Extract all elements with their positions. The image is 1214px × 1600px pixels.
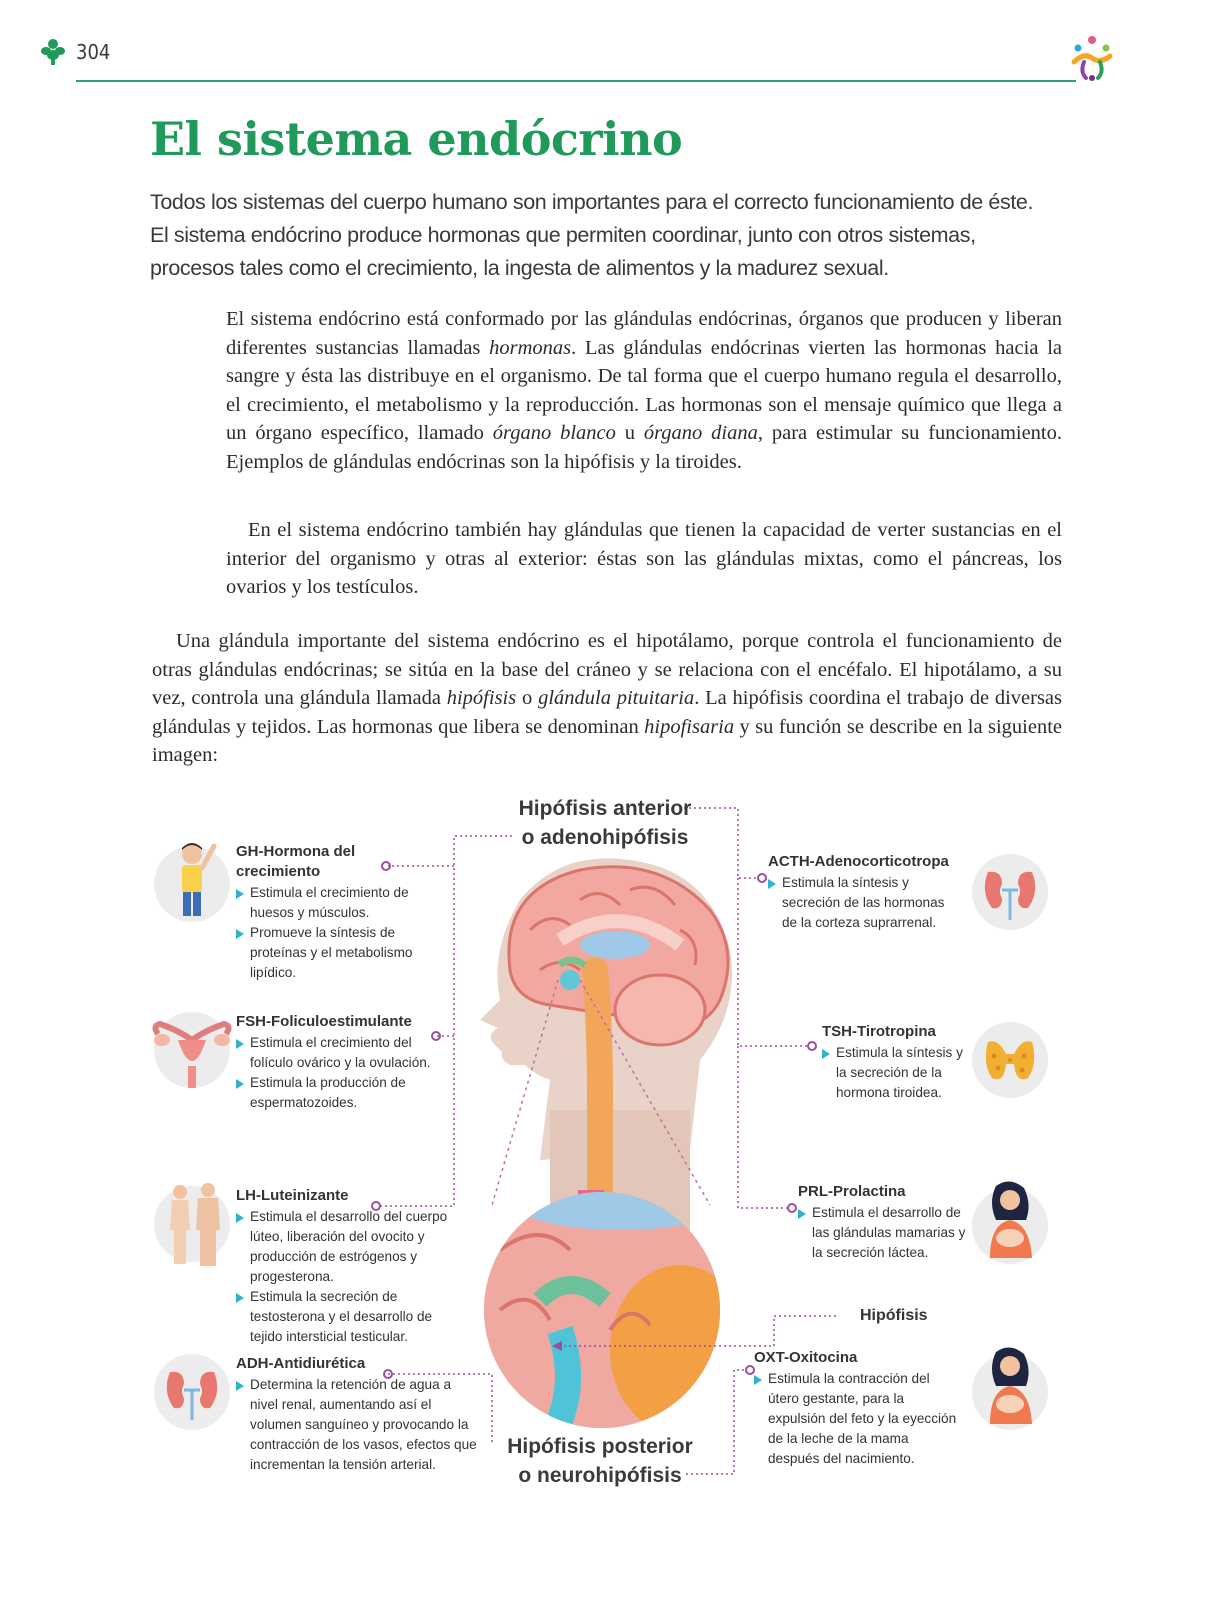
tsh-item: Estimula la síntesis y la secreción de la hormona tiroidea. bbox=[822, 1043, 976, 1103]
breastfeeding-mother-icon bbox=[980, 1180, 1042, 1260]
page-number: 304 bbox=[76, 40, 111, 64]
gh-hormone-card bbox=[236, 842, 456, 983]
acth-item: Estimula la síntesis y secreción de las hormonas de la corteza suprarrenal. bbox=[768, 873, 962, 933]
breastfeeding-mother-icon bbox=[980, 1346, 1042, 1426]
fsh-hormone-name: FSH-Foliculoestimulante bbox=[236, 1013, 412, 1030]
prl-item: Estimula el desarrollo de las glándulas mamarias y la secreción láctea. bbox=[798, 1203, 972, 1263]
prl-hormone-name: PRL-Prolactina bbox=[798, 1183, 906, 1200]
acth-hormone-card bbox=[768, 852, 968, 933]
lh-hormone-card bbox=[236, 1186, 456, 1347]
tsh-hormone-name: TSH-Tirotropina bbox=[822, 1023, 936, 1040]
tsh-hormone-card bbox=[822, 1022, 982, 1103]
fsh-item: Estimula la producción de espermatozoides. bbox=[236, 1073, 426, 1113]
intro-paragraph: Todos los sistemas del cuerpo humano son importantes para el correcto funcionamiento de éste. El sistema endócrino produce hormonas que permiten coordinar, junto con otros sistemas, procesos tales como el crecimiento, la ingesta de alimentos y la madurez sexual. bbox=[150, 190, 1034, 280]
posterior-pituitary-label: Hipófisis posterior o neurohipófisis bbox=[507, 1435, 693, 1487]
paragraph-mixed-glands: En el sistema endócrino también hay glándulas que tienen la capacidad de verter sustancias en el interior del organismo y otras al exterior: éstas son las glándulas mixtas, como el páncreas, los ovarios y los testículos. bbox=[226, 519, 1062, 598]
gh-item: Promueve la síntesis de proteínas y el metabolismo lipídico. bbox=[236, 923, 446, 983]
lh-item: Estimula el desarrollo del cuerpo lúteo, liberación del ovocito y producción de estrógenos y progesterona. bbox=[236, 1207, 450, 1287]
adh-hormone-card bbox=[236, 1354, 486, 1475]
anterior-pituitary-label: Hipófisis anterior o adenohipófisis bbox=[518, 797, 692, 849]
lh-hormone-name: LH-Luteinizante bbox=[236, 1187, 349, 1204]
human-bodies-icon bbox=[162, 1180, 226, 1270]
fsh-item: Estimula el crecimiento del folículo ovárico y la ovulación. bbox=[236, 1033, 446, 1073]
prl-hormone-card bbox=[798, 1182, 978, 1263]
adh-item: Determina la retención de agua a nivel renal, aumentando así el volumen sanguíneo y provocando la contracción de los vasos, efectos que incrementan la tensión arterial. bbox=[236, 1375, 480, 1475]
kidneys-icon bbox=[162, 1362, 222, 1422]
lh-item: Estimula la secreción de testosterona y el desarrollo de tejido intersticial testicular. bbox=[236, 1287, 446, 1347]
paragraph-hypothalamus: Una glándula importante del sistema endócrino es el hipotálamo, porque controla el funcionamiento de otras glándulas endócrinas; se sitúa en la base del cráneo y se relaciona con el encéfalo. El hipotálamo, a su vez, controla una glándula llamada hipófisis o glándula pituitaria. La hipófisis coordina el trabajo de diversas glándulas y tejidos. Las hormonas que libera se denominan hipofisaria y su función se describe en la siguiente imagen: bbox=[152, 630, 1063, 766]
pituitary-label: Hipófisis bbox=[860, 1307, 928, 1324]
paragraph-glands: El sistema endócrino está conformado por las glándulas endócrinas, órganos que producen y liberan diferentes sustancias llamadas hormonas. Las glándulas endócrinas vierten las hormonas hacia la sangre y ésta las distribuye en el organismo. De tal forma que el cuerpo humano regula el desarrollo, el crecimiento, el metabolismo y la reproducción. Las hormonas son el mensaje químico que llega a un órgano específico, llamado órgano blanco u órgano diana, para estimular su funcionamiento. Ejemplos de glándulas endócrinas son la hipófisis y la tiroides. bbox=[226, 308, 1062, 473]
oxt-item: Estimula la contracción del útero gestante, para la expulsión del feto y la eyección de la leche de la mama después del nacimiento. bbox=[754, 1369, 958, 1469]
acth-hormone-name: ACTH-Adenocorticotropa bbox=[768, 853, 949, 870]
fsh-hormone-card bbox=[236, 1012, 456, 1113]
gh-hormone-name: GH-Hormona del crecimiento bbox=[236, 843, 356, 880]
child-waving-icon bbox=[170, 840, 220, 920]
kidneys-icon bbox=[980, 862, 1040, 922]
gh-item: Estimula el crecimiento de huesos y músculos. bbox=[236, 883, 430, 923]
oxt-hormone-name: OXT-Oxitocina bbox=[754, 1349, 858, 1366]
oxt-hormone-card bbox=[754, 1348, 964, 1469]
uterus-icon bbox=[148, 1020, 236, 1090]
thyroid-icon bbox=[982, 1034, 1038, 1086]
adh-hormone-name: ADH-Antidiurética bbox=[236, 1355, 366, 1372]
page-title: El sistema endócrino bbox=[150, 112, 683, 166]
